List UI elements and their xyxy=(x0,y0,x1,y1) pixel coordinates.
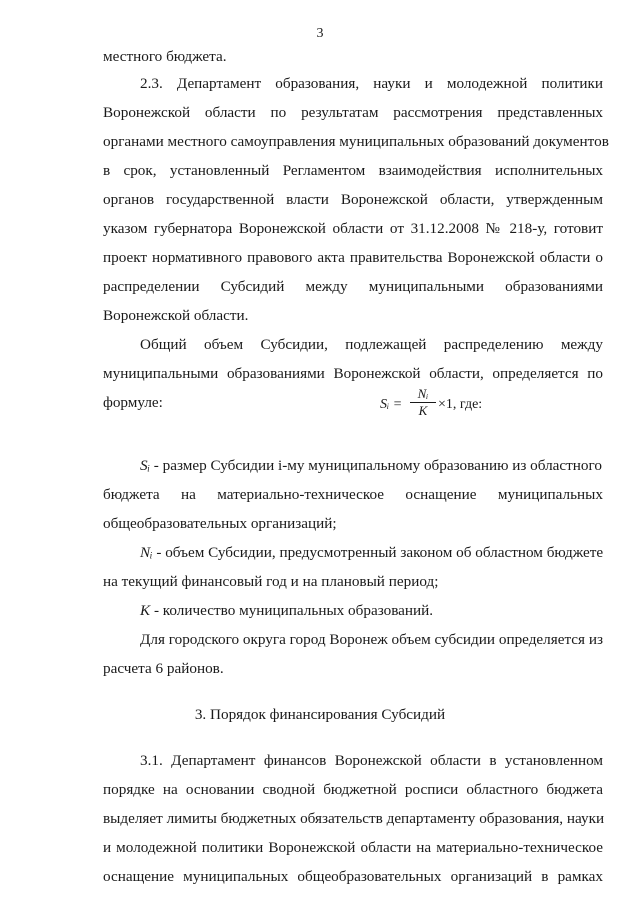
text-line: Воронежской области. xyxy=(103,307,249,324)
text-line: муниципальными образованиями Воронежской области, определяется по xyxy=(103,365,603,382)
text-line: органами местного самоуправления муниципальных образований документов xyxy=(103,133,609,150)
definition-s-text: - размер Субсидии i-му муниципальному образованию из областного xyxy=(150,457,602,474)
text-line: порядке на основании сводной бюджетной росписи областного бюджета xyxy=(103,781,603,798)
definition-s xyxy=(140,456,603,476)
text-line: и молодежной политики Воронежской области на материально-техническое xyxy=(103,839,603,856)
text-line: бюджета на материально-техническое оснащение муниципальных xyxy=(103,486,603,503)
definition-n-text: - объем Субсидии, предусмотренный законом об областном бюджете xyxy=(152,544,604,561)
definition-k-text: - количество муниципальных образований. xyxy=(150,602,434,619)
text-line: проект нормативного правового акта правительства Воронежской области о xyxy=(103,249,603,266)
formula-rhs: ×1, где: xyxy=(438,397,483,412)
text-line: указом губернатора Воронежской области от 31.12.2008 № 218-у, готовит xyxy=(103,220,603,237)
section-heading: 3. Порядок финансирования Субсидий xyxy=(194,706,446,723)
var-s: Sᵢ xyxy=(140,457,150,474)
formula-fraction xyxy=(410,386,436,419)
text-line: органов государственной власти Воронежской области, утвержденным xyxy=(103,191,603,208)
definition-n xyxy=(140,543,603,563)
text-line: распределении Субсидий между муниципальными образованиями xyxy=(103,278,603,295)
text-line: местного бюджета. xyxy=(103,48,227,65)
text-line: Общий объем Субсидии, подлежащей распределению между xyxy=(140,336,603,353)
formula-lhs: Sᵢ = xyxy=(380,397,403,412)
text-line: общеобразовательных организаций; xyxy=(103,515,337,532)
text-line: выделяет лимиты бюджетных обязательств департаменту образования, науки xyxy=(103,810,605,827)
var-k: K xyxy=(140,602,151,619)
definition-k xyxy=(140,601,603,621)
text-line: Воронежской области по результатам рассмотрения представленных xyxy=(103,104,603,121)
formula-denominator: K xyxy=(418,403,428,418)
text-line: формуле: xyxy=(103,394,163,411)
text-line: в срок, установленный Регламентом взаимодействия исполнительных xyxy=(103,162,603,179)
text-line: 2.3. Департамент образования, науки и молодежной политики xyxy=(140,75,603,92)
text-line: на текущий финансовый год и на плановый период; xyxy=(103,573,439,590)
text-line: 3.1. Департамент финансов Воронежской области в установленном xyxy=(140,752,603,769)
subsidy-formula xyxy=(380,386,500,430)
text-line: оснащение муниципальных общеобразовательных организаций в рамках xyxy=(103,868,603,885)
page-number: 3 xyxy=(316,26,324,41)
text-line: расчета 6 районов. xyxy=(103,660,224,677)
text-line: Для городского округа город Воронеж объем субсидии определяется из xyxy=(140,631,603,648)
var-n: Nᵢ xyxy=(140,544,153,561)
formula-numerator: Nᵢ xyxy=(410,386,436,403)
